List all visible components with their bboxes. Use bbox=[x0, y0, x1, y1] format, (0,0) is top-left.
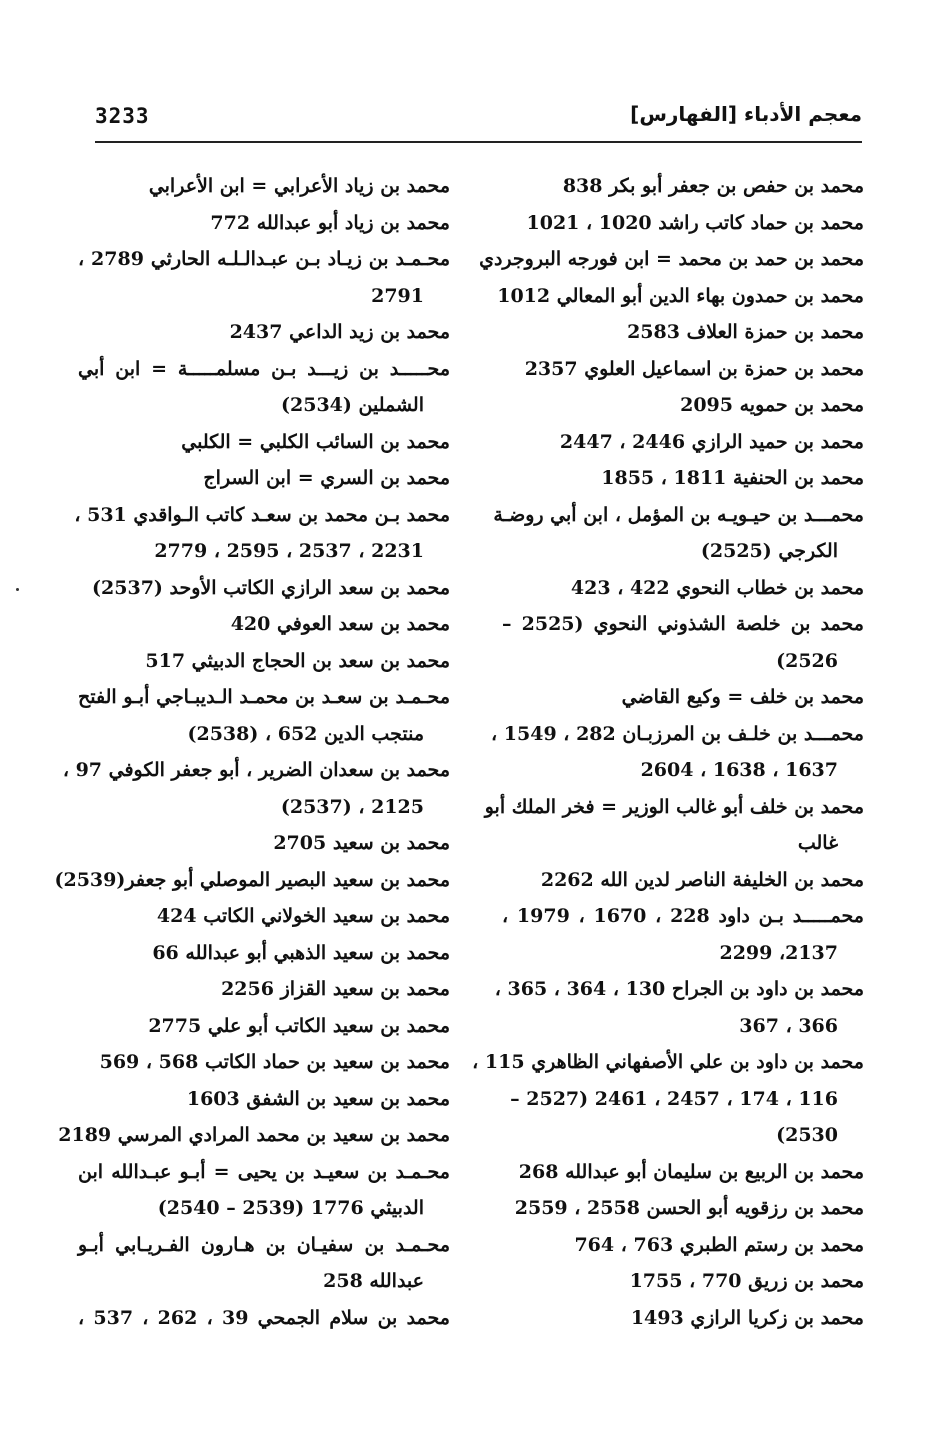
index-entry: محمد بن خلف = وكيع القاضي bbox=[621, 686, 864, 708]
index-entry: محمد بن زياد أبو عبدالله 772 bbox=[210, 211, 450, 234]
index-entry: محمد بن سعيد البصير الموصلي أبو جعفر(2539) bbox=[54, 868, 450, 891]
index-entry: محمد بن حمزة بن اسماعيل العلوي 2357 bbox=[524, 357, 864, 380]
index-entry: محمد بن سلام الجمحي 39 ، 262 ، 537 ، bbox=[78, 1306, 450, 1329]
index-entry: محمد بن سعيد بن حماد الكاتب 568 ، 569 bbox=[99, 1051, 450, 1073]
index-entry: محـــــد بن زيـــد بـن مسلمـــــة = ابن أبي bbox=[78, 357, 450, 380]
index-entry: محمد بن الخليفة الناصر لدين الله 2262 bbox=[540, 868, 864, 891]
index-entry: محمد بن زريق 770 ، 1755 bbox=[629, 1270, 864, 1292]
index-entry-continuation: الشملين (2534) bbox=[281, 394, 424, 416]
index-entry: محمد بن حمد بن محمد = ابن فورجه البروجردي bbox=[479, 248, 864, 270]
header-divider bbox=[95, 141, 862, 143]
index-entry: محمد بن داود بن الجراح 130 ، 364 ، 365 ، bbox=[494, 978, 864, 1000]
index-entry-continuation: 2530) bbox=[776, 1124, 838, 1146]
index-entry: محمد بن حميد الرازي 2446 ، 2447 bbox=[559, 430, 864, 453]
index-entry: محمد بن سعيد بن محمد المرادي المرسي 2189 bbox=[58, 1124, 450, 1146]
index-entry-continuation: 116 ، 174 ، 2457 ، 2461 (2527 – bbox=[510, 1087, 838, 1110]
index-entry: محمد بن سعد العوفي 420 bbox=[230, 613, 450, 635]
index-entry-continuation: الكرجي (2525) bbox=[700, 540, 838, 562]
index-entry: محمد بن خلصة الشذوني النحوي (2525 – bbox=[502, 613, 864, 635]
index-entry-continuation: 2137، 2299 bbox=[719, 941, 838, 964]
index-entry-continuation: 2125 ، (2537) bbox=[280, 795, 424, 818]
index-entry-continuation: 366 ، 367 bbox=[739, 1014, 838, 1037]
index-entry: محمد بـن محمد بن سعـد كاتب الـواقدي 531 ، bbox=[74, 503, 450, 526]
index-entry: محمد بن زياد الأعرابي = ابن الأعرابي bbox=[148, 175, 450, 197]
index-entry: محمد بن سعيد بن الشفق 1603 bbox=[186, 1087, 450, 1110]
index-entry: محمد بن حفص بن جعفر أبو بكر 838 bbox=[562, 175, 864, 197]
index-entry: محمد بن سعيد القزاز 2256 bbox=[221, 978, 450, 1000]
index-entry: محمد بن السائب الكلبي = الكلبي bbox=[181, 430, 450, 453]
index-entry-continuation: 2526) bbox=[776, 649, 838, 672]
index-entry: محمد بن سعيد الخولاني الكاتب 424 bbox=[156, 905, 450, 927]
index-entry-continuation: غالب bbox=[797, 832, 838, 854]
index-entry: محمد بن سعدان الضرير ، أبو جعفر الكوفي 97 ، bbox=[62, 759, 450, 781]
index-entry-continuation: 1637 ، 1638 ، 2604 bbox=[640, 759, 838, 781]
index-entry: محمد بن سعد الرازي الكاتب الأوحد (2537) bbox=[92, 576, 450, 599]
running-title: معجم الأدباء [الفهارس] bbox=[630, 102, 862, 126]
index-entry: محمد بن حمزة العلاف 2583 bbox=[627, 321, 864, 343]
index-entry: محمد بن زكريا الرازي 1493 bbox=[630, 1306, 864, 1329]
index-entry: محمد بن زيد الداعي 2437 bbox=[229, 321, 450, 343]
index-entry: محمـــــد بـن داود 228 ، 1670 ، 1979 ، bbox=[502, 905, 864, 927]
index-entry: محمد بن سعيد 2705 bbox=[273, 832, 450, 854]
index-column-left bbox=[54, 168, 450, 1336]
index-entry: محمد بن الحنفية 1811 ، 1855 bbox=[601, 467, 864, 489]
index-entry: محـمـد بن سعيـد بن يحيى = أبـو عبـدالله ابن bbox=[78, 1160, 450, 1183]
index-entry: محمد بن حمويه 2095 bbox=[680, 394, 864, 416]
index-entry: محمد بن الربيع بن سليمان أبو عبدالله 268 bbox=[518, 1160, 864, 1183]
index-entry: محمد بن خلف أبو غالب الوزير = فخر الملك أبو bbox=[484, 795, 864, 818]
scan-speck bbox=[16, 588, 19, 591]
index-entry: محمد بن رستم الطبري 763 ، 764 bbox=[574, 1233, 864, 1256]
index-entry-continuation: منتجب الدين 652 ، (2538) bbox=[187, 722, 424, 745]
index-entry: محـمـد بن زيـاد بـن عبـدالـلـه الحارثي 2789 ، bbox=[78, 248, 450, 270]
page-header bbox=[95, 100, 862, 136]
index-entry: محمد بن سعد بن الحجاج الدبيثي 517 bbox=[145, 649, 450, 672]
index-entry: محمد بن رزقويه أبو الحسن 2558 ، 2559 bbox=[514, 1197, 864, 1219]
index-entry: محـمـد بن سفيـان بن هـارون الفـريـابي أبـو bbox=[78, 1233, 450, 1256]
index-entry-continuation: الدبيثي 1776 (2539 – 2540) bbox=[157, 1197, 424, 1219]
index-entry: محمـــد بن حيـويـه بن المؤمل ، ابن أبي روضـة bbox=[493, 503, 864, 526]
index-entry: محمد بن حمدون بهاء الدين أبو المعالي 1012 bbox=[497, 284, 864, 307]
index-entry: محمد بن سعيد الكاتب أبو علي 2775 bbox=[148, 1014, 450, 1037]
index-column-right bbox=[472, 168, 864, 1336]
index-entry: محمد بن خطاب النحوي 422 ، 423 bbox=[570, 576, 864, 599]
index-entry: محمد بن السري = ابن السراج bbox=[203, 467, 450, 489]
index-entry: محـمـد بن سعـد بن محمـد الـديبـاجي أبـو الفتح bbox=[78, 686, 450, 708]
index-entry: محمد بن سعيد الذهبي أبو عبدالله 66 bbox=[152, 941, 450, 964]
index-entry: محمد بن حماد كاتب راشد 1020 ، 1021 bbox=[526, 211, 864, 234]
index-entry: محمـــد بن خلـف بن المرزبـان 282 ، 1549 ، bbox=[491, 722, 864, 745]
index-entry-continuation: 2231 ، 2537 ، 2595 ، 2779 bbox=[154, 540, 424, 562]
index-entry: محمد بن داود بن علي الأصفهاني الظاهري 115 ، bbox=[472, 1051, 864, 1073]
index-entry-continuation: عبدالله 258 bbox=[323, 1270, 424, 1292]
index-entry-continuation: 2791 bbox=[371, 284, 424, 307]
page-number: 3233 bbox=[95, 104, 150, 128]
